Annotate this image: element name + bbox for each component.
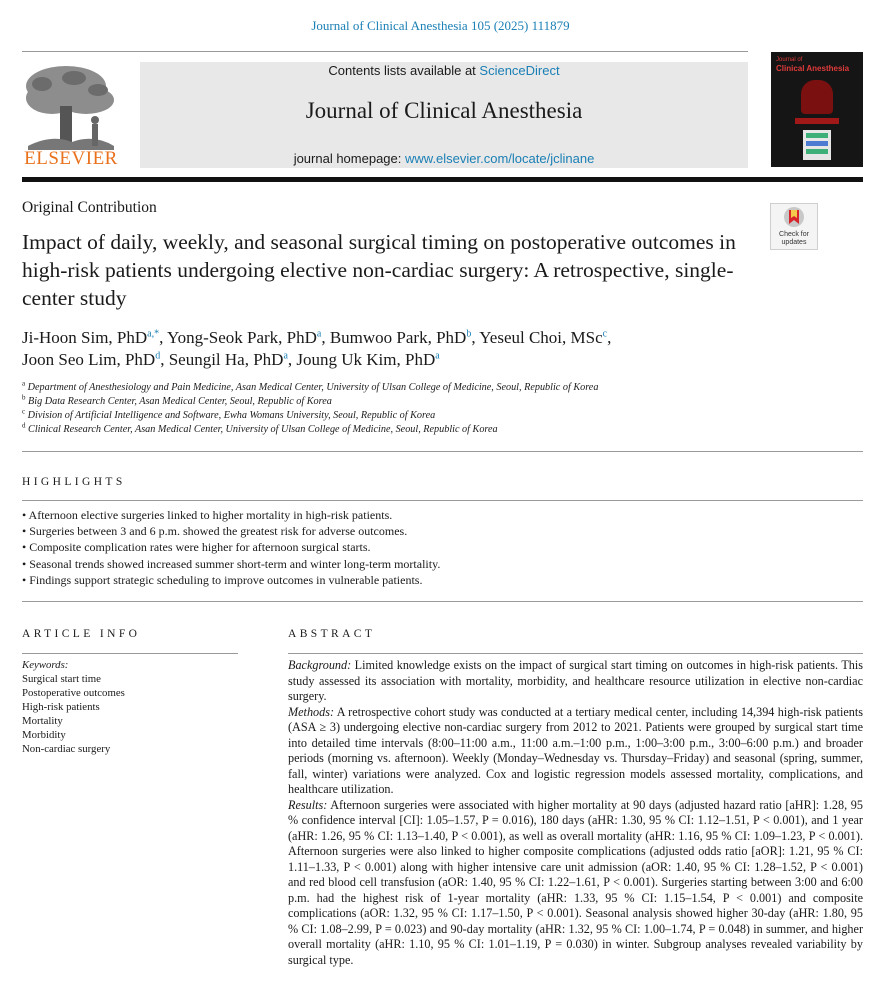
- check-for-updates-button[interactable]: [770, 203, 818, 250]
- author-name[interactable]: Joung Uk Kim, PhD: [296, 350, 436, 369]
- author-affiliation-marker[interactable]: b: [466, 328, 472, 340]
- elsevier-logo[interactable]: [22, 62, 120, 168]
- contents-prefix: Contents lists available at: [328, 63, 480, 78]
- author-separator: ,: [160, 350, 169, 369]
- keyword-item[interactable]: Postoperative outcomes: [22, 687, 125, 699]
- header-divider: [22, 51, 748, 52]
- divider: [22, 451, 863, 452]
- journal-cover-image[interactable]: [771, 52, 863, 167]
- journal-homepage-link[interactable]: www.elsevier.com/locate/jclinane: [405, 151, 595, 166]
- author-affiliation-marker[interactable]: a: [316, 328, 322, 340]
- methods-label: Methods:: [288, 704, 335, 719]
- highlights-list: [22, 507, 862, 588]
- affiliation-list: [22, 381, 822, 437]
- keyword-item[interactable]: Non-cardiac surgery: [22, 743, 111, 755]
- keywords-label: Keywords:: [22, 659, 69, 671]
- homepage-prefix: journal homepage:: [293, 151, 405, 166]
- homepage-line: [140, 151, 748, 166]
- author-affiliation-marker[interactable]: c: [602, 328, 608, 340]
- affiliation-item: [22, 409, 822, 423]
- affiliation-key: a: [22, 379, 26, 388]
- crossmark-label: [771, 231, 817, 247]
- abstract-heading: ABSTRACT: [288, 628, 376, 640]
- cover-inset-figure: [803, 130, 831, 160]
- author-separator: ,: [287, 350, 297, 369]
- author-separator: ,: [607, 328, 612, 347]
- divider: [22, 653, 238, 654]
- abstract-results: [288, 798, 863, 969]
- cover-title-main: Clinical Anesthesia: [776, 64, 850, 73]
- keyword-item[interactable]: Morbidity: [22, 729, 66, 741]
- highlight-item: • Surgeries between 3 and 6 p.m. showed the greatest risk for adverse outcomes.: [22, 523, 862, 539]
- cover-title-top: Journal of: [776, 57, 803, 63]
- affiliation-text: Department of Anesthesiology and Pain Medicine, Asan Medical Center, University of Ulsan College of Medicine, Seoul, Republic of Korea: [27, 382, 599, 393]
- affiliation-key: b: [22, 393, 26, 402]
- journal-citation-link[interactable]: Journal of Clinical Anesthesia 105 (2025) 111879: [311, 18, 570, 33]
- affiliation-item: [22, 423, 822, 437]
- author-affiliation-marker[interactable]: a: [435, 350, 440, 362]
- highlight-item: • Afternoon elective surgeries linked to higher mortality in high-risk patients.: [22, 507, 862, 523]
- keyword-item[interactable]: Mortality: [22, 715, 63, 727]
- divider: [22, 601, 863, 602]
- affiliation-text: Big Data Research Center, Asan Medical Center, Seoul, Republic of Korea: [28, 396, 332, 407]
- article-type: Original Contribution: [22, 199, 157, 216]
- author-separator: ,: [159, 328, 167, 347]
- article-info-heading: ARTICLE INFO: [22, 628, 141, 640]
- results-label: Results:: [288, 797, 328, 812]
- crossmark-icon: [783, 206, 805, 230]
- publisher-wordmark: ELSEVIER: [24, 148, 118, 169]
- affiliation-item: [22, 381, 822, 395]
- crossmark-line1: Check for: [779, 231, 809, 238]
- author-separator: ,: [471, 328, 480, 347]
- author-name[interactable]: Yong-Seok Park, PhD: [167, 328, 317, 347]
- author-separator: ,: [321, 328, 330, 347]
- background-text: Limited knowledge exists on the impact of surgical start timing on outcomes in high-risk patients. This study assessed its association with mortality, morbidity, and healthcare resource utilization in elective non-cardiac surgery.: [288, 658, 863, 703]
- author-affiliation-marker[interactable]: d: [155, 350, 161, 362]
- divider: [288, 653, 863, 654]
- author-name[interactable]: Bumwoo Park, PhD: [329, 328, 467, 347]
- affiliation-text: Division of Artificial Intelligence and Software, Ewha Womans University, Seoul, Republic of Korea: [27, 410, 436, 421]
- affiliation-text: Clinical Research Center, Asan Medical Center, University of Ulsan College of Medicine, Seoul, Republic of Korea: [28, 424, 498, 435]
- keywords-list: [22, 672, 242, 756]
- affiliation-key: c: [22, 407, 26, 416]
- journal-banner: [140, 62, 748, 168]
- article-title: Impact of daily, weekly, and seasonal surgical timing on postoperative outcomes in high-risk patients undergoing elective non-cardiac surgery: A retrospective, single-center study: [22, 230, 736, 310]
- journal-name: Journal of Clinical Anesthesia: [305, 98, 583, 123]
- keywords-section: [22, 658, 242, 756]
- header-thick-rule: [22, 177, 863, 182]
- methods-text: A retrospective cohort study was conducted at a tertiary medical center, including 14,394 high-risk patients (ASA ≥ 3) undergoing elective non-cardiac surgery from 2012 to 2021. Patients were grouped by surgical start time into detailed time intervals (8:00–11:00 a.m., 11:00 a.m.–1:00 p.m., 1:00–3:00 p.m., 3:00–6:00 p.m.) and broader periods (morning vs. afternoon). Weekly (Monday–Wednesday vs. Thursday–Friday) and seasonal (spring, summer, fall, winter) variations were analyzed. Cox and logistic regression models assessed mortality, complications, and healthcare utilization.: [288, 704, 863, 796]
- cover-band: [795, 118, 839, 124]
- author-name[interactable]: Joon Seo Lim, PhD: [22, 350, 156, 369]
- author-name[interactable]: Seungil Ha, PhD: [168, 350, 284, 369]
- highlight-item: • Seasonal trends showed increased summer short-term and winter long-term mortality.: [22, 556, 862, 572]
- author-name[interactable]: Yeseul Choi, MSc: [479, 328, 603, 347]
- author-affiliation-marker[interactable]: a,*: [147, 328, 160, 340]
- cover-illustration: [801, 80, 833, 114]
- sciencedirect-link[interactable]: ScienceDirect: [479, 63, 560, 78]
- author-name[interactable]: Ji-Hoon Sim, PhD: [22, 328, 148, 347]
- results-text: Afternoon surgeries were associated with higher mortality at 90 days (adjusted hazard ratio [aHR]: 1.28, 95 % confidence interval [CI]: 1.05–1.57, P = 0.016), 180 days (aHR: 1.30, 95 % CI: 1.12–1.51, P < 0.001), and 1 year (aHR: 1.26, 95 % CI: 1.13–1.40, P < 0.001), as well as overall mortality (aHR: 1.16, 95 % CI: 1.09–1.23, P < 0.001). Afternoon surgeries were also linked to higher composite complications (adjusted odds ratio [aOR]: 1.21, 95 % CI: 1.11–1.33, P < 0.001) along with higher intensive care unit admission (aOR: 1.40, 95 % CI: 1.28–1.52, P < 0.001) and red blood cell transfusion (aOR: 1.40, 95 % CI: 1.22–1.61, P < 0.001). Surgeries starting between 3:00 and 6:00 p.m. had the highest risk of 1-year mortality (aHR: 1.33, 95 % CI: 1.15–1.54, P < 0.001) and composite complications (aOR: 1.32, 95 % CI: 1.17–1.50, P < 0.001). Seasonal analysis showed higher 30-day (aHR: 1.80, 95 % CI: 1.08–2.99, P = 0.023) and 90-day mortality (aHR: 1.32, 95 % CI: 1.00–1.74, P = 0.048) in summer, and higher overall mortality (aHR: 1.10, 95 % CI: 1.01–1.19, P = 0.030) in winter. Subgroup analyses revealed variability by surgical type.: [288, 797, 863, 967]
- abstract-background: [288, 658, 863, 705]
- divider: [22, 500, 863, 501]
- background-label: Background:: [288, 658, 352, 672]
- author-affiliation-marker[interactable]: a: [283, 350, 288, 362]
- abstract-body: [288, 658, 863, 968]
- keyword-item[interactable]: Surgical start time: [22, 673, 101, 685]
- affiliation-item: [22, 395, 822, 409]
- highlights-heading: HIGHLIGHTS: [22, 476, 126, 488]
- contents-line: [140, 63, 748, 78]
- highlight-item: • Composite complication rates were higher for afternoon surgical starts.: [22, 539, 862, 555]
- highlight-item: • Findings support strategic scheduling to improve outcomes in vulnerable patients.: [22, 572, 862, 588]
- crossmark-line2: updates: [781, 239, 807, 246]
- affiliation-key: d: [22, 421, 26, 430]
- keyword-item[interactable]: High-risk patients: [22, 701, 100, 713]
- author-list: [22, 327, 822, 371]
- abstract-methods: [288, 705, 863, 798]
